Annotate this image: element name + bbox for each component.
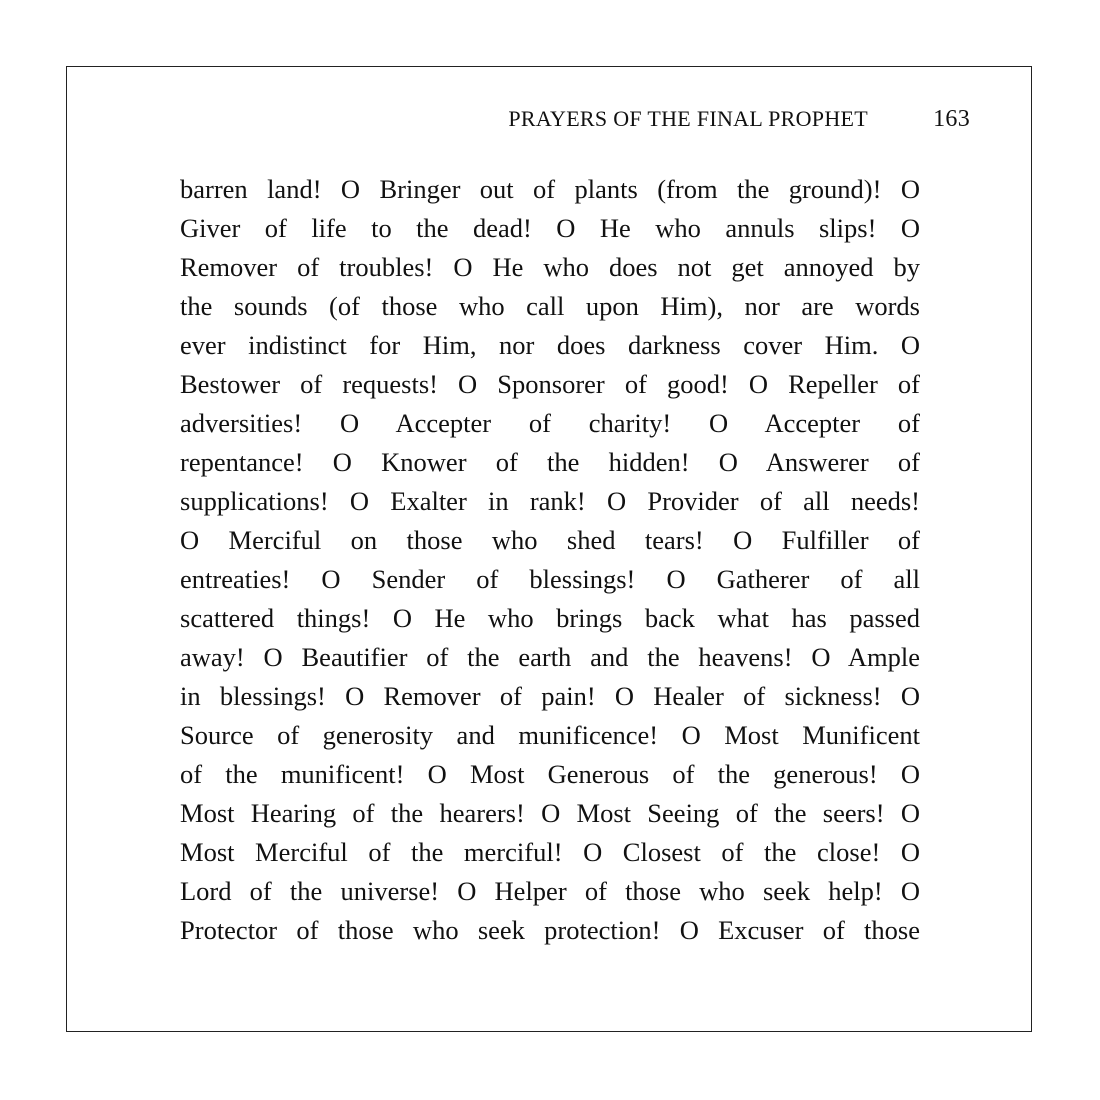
text-line: Lord of the universe! O Helper of those who seek help! O bbox=[180, 876, 920, 906]
body-text bbox=[180, 170, 920, 950]
text-line: ever indistinct for Him, nor does darkness cover Him. O bbox=[180, 330, 920, 360]
text-line: Most Hearing of the hearers! O Most Seeing of the seers! O bbox=[180, 798, 920, 828]
text-line: the sounds (of those who call upon Him), nor are words bbox=[180, 291, 920, 321]
running-header bbox=[180, 106, 970, 136]
text-line: Source of generosity and munificence! O Most Munificent bbox=[180, 720, 920, 750]
text-line: Remover of troubles! O He who does not get annoyed by bbox=[180, 252, 920, 282]
text-line: O Merciful on those who shed tears! O Fulfiller of bbox=[180, 525, 920, 555]
text-line: of the munificent! O Most Generous of the generous! O bbox=[180, 759, 920, 789]
text-line: repentance! O Knower of the hidden! O Answerer of bbox=[180, 447, 920, 477]
text-line: Most Merciful of the merciful! O Closest of the close! O bbox=[180, 837, 920, 867]
page-number: 163 bbox=[933, 106, 970, 132]
text-line: supplications! O Exalter in rank! O Provider of all needs! bbox=[180, 486, 920, 516]
text-line: Giver of life to the dead! O He who annuls slips! O bbox=[180, 213, 920, 243]
text-line: in blessings! O Remover of pain! O Healer of sickness! O bbox=[180, 681, 920, 711]
text-line: Bestower of requests! O Sponsorer of good! O Repeller of bbox=[180, 369, 920, 399]
text-line: away! O Beautifier of the earth and the heavens! O Ample bbox=[180, 642, 920, 672]
text-line: scattered things! O He who brings back what has passed bbox=[180, 603, 920, 633]
text-line: adversities! O Accepter of charity! O Accepter of bbox=[180, 408, 920, 438]
text-line: entreaties! O Sender of blessings! O Gatherer of all bbox=[180, 564, 920, 594]
text-line: Protector of those who seek protection! O Excuser of those bbox=[180, 915, 920, 945]
running-title: PRAYERS OF THE FINAL PROPHET bbox=[508, 106, 868, 131]
text-line: barren land! O Bringer out of plants (from the ground)! O bbox=[180, 174, 920, 204]
